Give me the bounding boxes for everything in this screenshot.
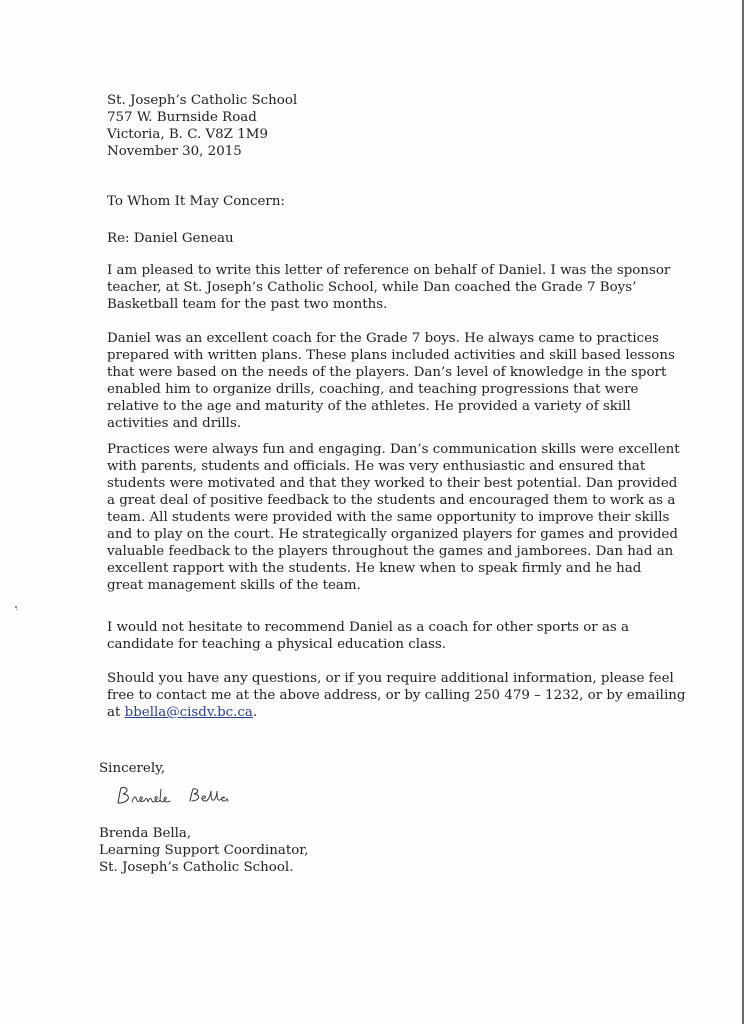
paragraph-practices — [107, 441, 707, 594]
salutation: To Whom It May Concern: — [107, 194, 285, 209]
paragraph-intro — [107, 262, 707, 313]
paragraph-line: enabled him to organize drills, coaching, and teaching progressions that were — [107, 382, 639, 397]
address-line-city: Victoria, B. C. V8Z 1M9 — [107, 127, 268, 142]
paragraph-line: prepared with written plans. These plans included activities and skill based lessons — [107, 348, 675, 363]
paragraph-line: team. All students were provided with the same opportunity to improve their skills — [107, 510, 670, 525]
handwritten-signature — [112, 783, 252, 811]
paragraph-line: with parents, students and officials. He was very enthusiastic and ensured that — [107, 459, 646, 474]
paragraph-line: a great deal of positive feedback to the students and encouraged them to work as a — [107, 493, 676, 508]
paragraph-line: candidate for teaching a physical education class. — [107, 637, 447, 652]
paragraph-coaching — [107, 330, 707, 432]
paragraph-line: I would not hesitate to recommend Daniel as a coach for other sports or as a — [107, 620, 630, 635]
paragraph-line: great management skills of the team. — [107, 578, 361, 593]
paragraph-contact — [107, 670, 707, 721]
address-line-school: St. Joseph’s Catholic School — [107, 93, 298, 108]
scan-speck — [14, 605, 18, 611]
paragraph-line: Practices were always fun and engaging. Dan’s communication skills were excellent — [107, 442, 680, 457]
paragraph-line: I am pleased to write this letter of reference on behalf of Daniel. I was the sponsor — [107, 263, 671, 278]
paragraph-line: relative to the age and maturity of the athletes. He provided a variety of skill — [107, 399, 631, 414]
paragraph-line: Should you have any questions, or if you require additional information, please feel — [107, 671, 674, 686]
paragraph-line: teacher, at St. Joseph’s Catholic School, while Dan coached the Grade 7 Boys’ — [107, 280, 637, 295]
paragraph-line: Basketball team for the past two months. — [107, 297, 388, 312]
paragraph-line: at bbella@cisdv.bc.ca. — [107, 705, 258, 720]
paragraph-recommendation — [107, 619, 707, 653]
paragraph-line: that were based on the needs of the players. Dan’s level of knowledge in the sport — [107, 365, 667, 380]
paragraph-line: free to contact me at the above address, or by calling 250 479 – 1232, or by emailing — [107, 688, 686, 703]
paragraph-line: valuable feedback to the players throughout the games and jamborees. Dan had an — [107, 544, 674, 559]
signer-title: Learning Support Coordinator, — [99, 843, 309, 858]
signer-block — [99, 825, 699, 876]
signer-organization: St. Joseph’s Catholic School. — [99, 860, 294, 875]
sender-address — [107, 92, 707, 160]
closing: Sincerely, — [99, 761, 166, 776]
paragraph-line: activities and drills. — [107, 416, 242, 431]
email-link[interactable]: bbella@cisdv.bc.ca — [124, 705, 253, 720]
paragraph-line: Daniel was an excellent coach for the Grade 7 boys. He always came to practices — [107, 331, 659, 346]
subject-line: Re: Daniel Geneau — [107, 231, 234, 246]
address-line-street: 757 W. Burnside Road — [107, 110, 257, 125]
signer-name: Brenda Bella, — [99, 826, 192, 841]
letter-date: November 30, 2015 — [107, 144, 242, 159]
paragraph-line: and to play on the court. He strategically organized players for games and provided — [107, 527, 678, 542]
paragraph-line: excellent rapport with the students. He knew when to speak firmly and he had — [107, 561, 642, 576]
paragraph-line: students were motivated and that they worked to their best potential. Dan provided — [107, 476, 678, 491]
